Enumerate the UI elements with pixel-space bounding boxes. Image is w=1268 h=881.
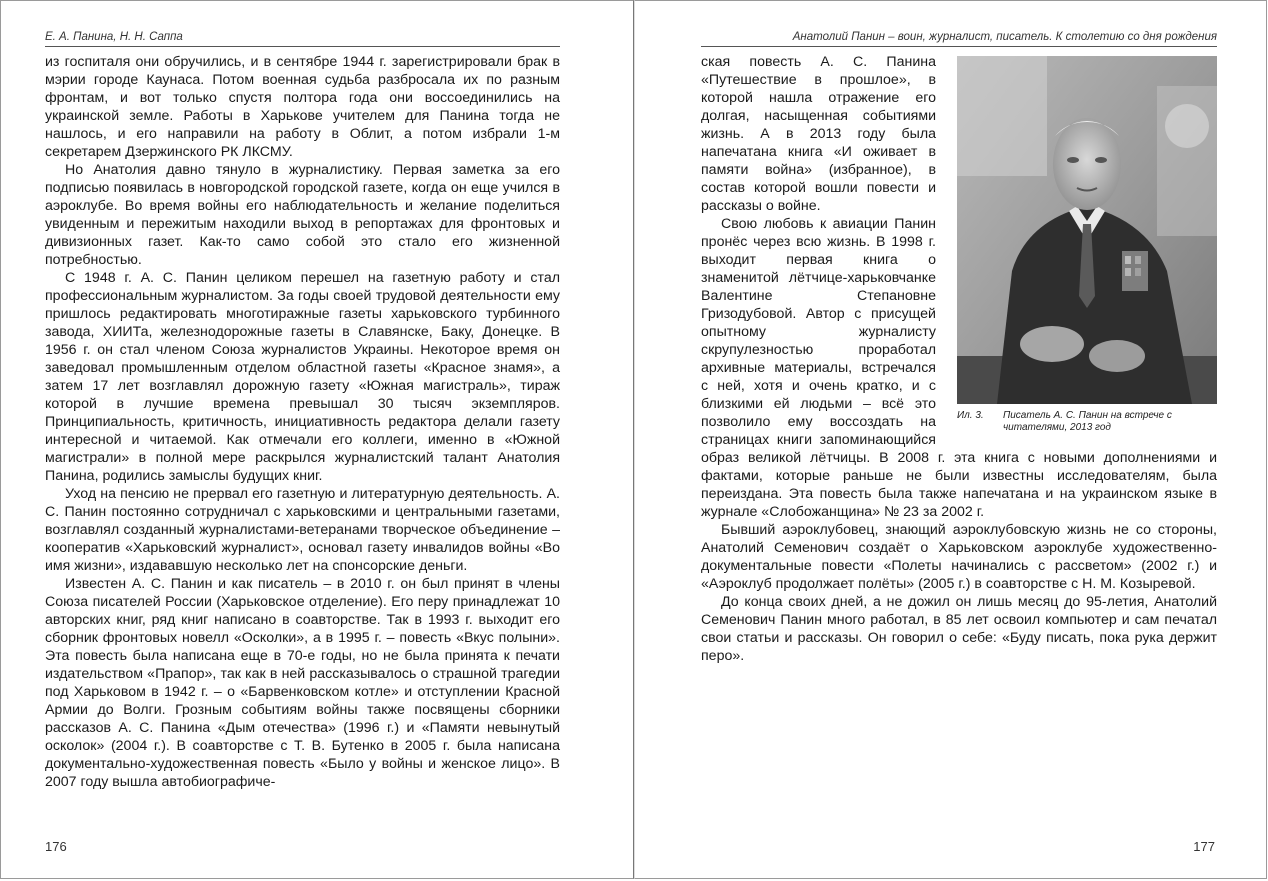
paragraph: из госпиталя они обручились, и в сентябре 1944 г. зарегистрировали брак в мэрии городе Каунаса. Потом военная судьба разбросала их по разным фронтам, и вот только спустя полтора года они воссоединились на украинской земле. Работы в Харькове учителем для Панина тогда не нашлось, и его направили на работу в Облит, а потом избрали 1-м секретарем Дзержинского РК ЛКСМУ.	[45, 54, 560, 160]
page-number-right: 177	[1193, 839, 1215, 854]
right-page	[634, 0, 1267, 879]
page-number-left: 176	[45, 839, 67, 854]
paragraph: Но Анатолия давно тянуло в журналистику. Первая заметка за его подписью появилась в новгородской городской газете, когда он еще учился в аэроклубе. Во время войны его наблюдательность и желание поделиться увиденным и пережитым находили выход в репортажах для фронтовых и дивизионных газет. Как-то само собой это стало его жизненной потребностью.	[45, 162, 560, 268]
paragraph: Уход на пенсию не прервал его газетную и литературную деятельность. А. С. Панин постоянно сотрудничал с харьковскими и центральными газетами, возглавлял созданный журналистами-ветеранами творческое объединение – кооператив «Харьковский журналист», основал газету инвалидов войны «Во имя жизни», издававшую несколько лет на спонсорские деньги.	[45, 486, 560, 574]
paragraph: До конца своих дней, а не дожил он лишь месяц до 95-летия, Анатолий Семенович Панин много работал, в 85 лет освоил компьютер и сам печатал свои статьи и рассказы. Он говорил о себе: «Буду писать, пока рука держит перо».	[701, 594, 1217, 664]
running-head-left: Е. А. Панина, Н. Н. Саппа	[45, 31, 560, 47]
figure	[944, 53, 1217, 445]
paragraph: С 1948 г. А. С. Панин целиком перешел на газетную работу и стал профессиональным журналистом. За годы своей трудовой деятельности ему пришлось редактировать многотиражные газеты харьковского турбинного завода, ХИИТа, железнодорожные газеты в Славянске, Баку, Донецке. В 1956 г. он стал членом Союза журналистов Украины. Некоторое время он заведовал промышленным отделом областной газеты «Красное знамя», а затем 17 лет возглавлял дорожную газету «Южная магистраль», тираж которой в лучшие времена превышал 30 тысяч экземпляров. Принципиальность, критичность, инициативность редактора делали газету интересной и читаемой. Как отмечали его коллеги, именно в «Южной магистрали» в полной мере раскрылся журналистский талант Анатолия Панина, родились замыслы будущих книг.	[45, 270, 560, 484]
paragraph: Известен А. С. Панин и как писатель – в 2010 г. он был принят в члены Союза писателей России (Харьковское отделение). Его перу принадлежат 10 авторских книг, ряд книг написано в соавторстве. Так в 1993 г. выходит его сборник фронтовых новелл «Осколки», а в 1995 г. – повесть «Вкус полыни». Эта повесть была написана еще в 70-е годы, но не была принята к печати издательством «Прапор», так как в ней рассказывалось о страшной трагедии под Харьковом в 1942 г. – о «Барвенковском котле» и отступлении Красной Армии до Волги. Грозным событиям войны также посвящены сборники рассказов А. С. Панина «Дым отечества» (1996 г.) и «Памяти невынутый осколок» (2004 г.). В соавторстве с Т. В. Бутенко в 2005 г. была написана документально-художественная повесть «Было у войны и женское лицо». В 2007 году вышла автобиографиче-	[45, 576, 560, 790]
paragraph: Свою любовь к авиации Панин пронёс через всю жизнь. В 1998 г. выходит первая книга о знаменитой лётчице-харьковчанке Валентине Степановне Гризодубовой. Автор с присущей опытному журналисту скрупулезностью проработал архивные материалы, встречался с ней, хотя и очень кратко, и с близкими ей людьми – всё это позволило ему воссоздать на страницах книги запоминающийся образ великой лётчицы. В 2008 г. эта книга с новыми дополнениями и фактами, которые раньше не были известны исследователям, была переиздана. Эта повесть была также напечатана и на украинском языке в журнале «Слобожанщина» № 23 за 2002 г.	[701, 216, 1217, 520]
right-page-text	[701, 53, 1217, 665]
paragraph: Бывший аэроклубовец, знающий аэроклубовскую жизнь не со стороны, Анатолий Семенович создаёт о Харьковском аэроклубе художественно-документальные повести «Полеты начинались с рассветом» (2002 г.) и «Аэроклуб продолжает полёты» (2005 г.) в соавторстве с Н. М. Козыревой.	[701, 522, 1217, 592]
portrait-photo	[957, 56, 1217, 404]
figure-caption-text: Писатель А. С. Панин на встрече с читателями, 2013 год	[1003, 410, 1172, 433]
portrait-illustration	[957, 56, 1217, 404]
left-page-text	[45, 53, 560, 791]
left-page	[0, 0, 634, 879]
running-head-right: Анатолий Панин – воин, журналист, писатель. К столетию со дня рождения	[701, 31, 1217, 47]
figure-number: Ил. 3.	[957, 410, 984, 421]
paragraph: ская повесть А. С. Панина «Путешествие в прошлое», в которой нашла отражение его долгая, насыщенная событиями жизнь. А в 2013 году была напечатана книга «И оживает в памяти война» (избранное), в состав которой вошли повести и рассказы о войне.	[701, 54, 936, 214]
